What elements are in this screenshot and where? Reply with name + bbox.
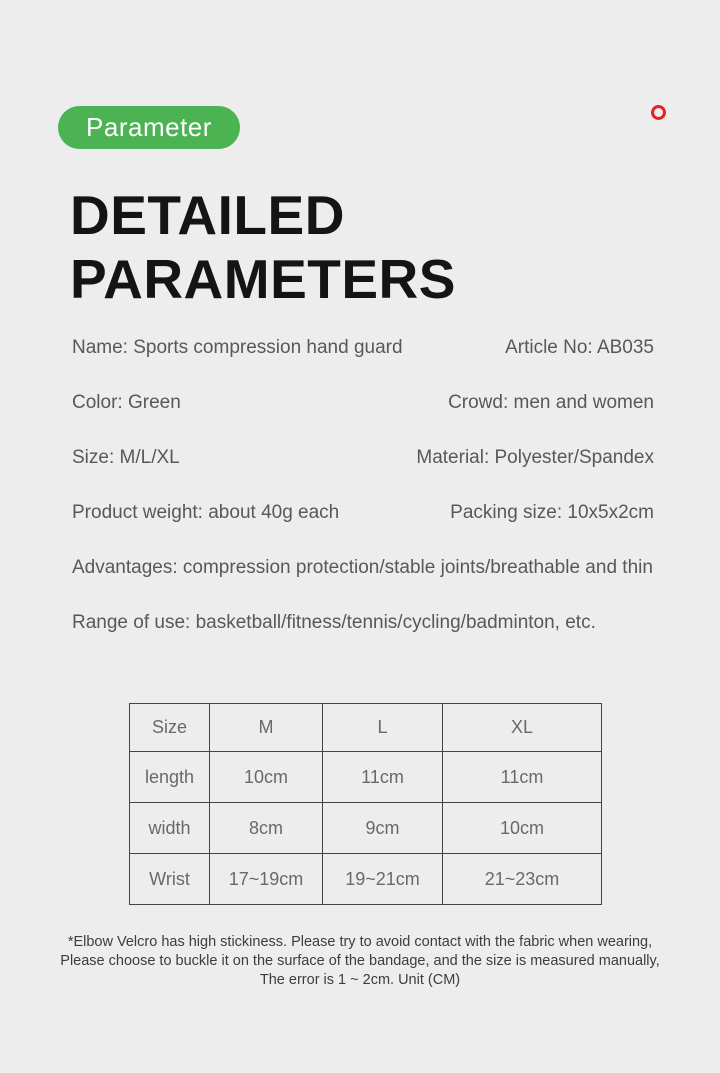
spec-name: Name: Sports compression hand guard (72, 336, 403, 358)
page-title (70, 183, 456, 311)
spec-row-advantages (72, 540, 654, 595)
spec-material: Material: Polyester/Spandex (416, 446, 654, 468)
spec-row-color-crowd (72, 375, 654, 430)
page-title-line-2: PARAMETERS (70, 248, 456, 310)
spec-row-size-material (72, 430, 654, 485)
spec-advantages: Advantages: compression protection/stable joints/breathable and thin (72, 556, 653, 578)
parameter-badge: Parameter (58, 106, 240, 149)
size-chart-table (129, 703, 602, 905)
size-chart-cell: 9cm (323, 803, 443, 854)
size-chart-cell: 17~19cm (210, 854, 323, 905)
size-chart-row-wrist (130, 854, 602, 905)
size-chart-cell: width (130, 803, 210, 854)
size-chart-row-width (130, 803, 602, 854)
size-chart-header-m: M (210, 704, 323, 752)
disclaimer-line-2: Please choose to buckle it on the surface of the bandage, and the size is measured manually, (60, 953, 660, 969)
page-title-line-1: DETAILED (70, 184, 345, 246)
size-chart-header-xl: XL (443, 704, 602, 752)
spec-row-range-of-use (72, 595, 654, 650)
spec-article-no: Article No: AB035 (505, 336, 654, 358)
size-chart-row-length (130, 752, 602, 803)
spec-list (72, 320, 654, 650)
spec-range-of-use: Range of use: basketball/fitness/tennis/cycling/badminton, etc. (72, 611, 596, 633)
disclaimer-line-3: The error is 1 ~ 2cm. Unit (CM) (259, 972, 461, 988)
disclaimer-note (0, 933, 720, 990)
spec-packing-size: Packing size: 10x5x2cm (450, 501, 654, 523)
spec-row-weight-packing (72, 485, 654, 540)
spec-color: Color: Green (72, 391, 181, 413)
size-chart-header-row (130, 704, 602, 752)
spec-row-name-article (72, 320, 654, 375)
size-chart-cell: 19~21cm (323, 854, 443, 905)
spec-product-weight: Product weight: about 40g each (72, 501, 340, 523)
size-chart-cell: 11cm (323, 752, 443, 803)
size-chart-header-l: L (323, 704, 443, 752)
size-chart-header-size: Size (130, 704, 210, 752)
size-chart-cell: length (130, 752, 210, 803)
size-chart-cell: Wrist (130, 854, 210, 905)
size-chart-cell: 10cm (443, 803, 602, 854)
spec-crowd: Crowd: men and women (448, 391, 654, 413)
size-chart-cell: 8cm (210, 803, 323, 854)
size-chart-cell: 10cm (210, 752, 323, 803)
size-chart-cell: 21~23cm (443, 854, 602, 905)
red-circle-icon (651, 105, 666, 120)
size-chart-cell: 11cm (443, 752, 602, 803)
disclaimer-line-1: *Elbow Velcro has high stickiness. Please try to avoid contact with the fabric when wearing, (67, 934, 653, 950)
spec-size: Size: M/L/XL (72, 446, 180, 468)
